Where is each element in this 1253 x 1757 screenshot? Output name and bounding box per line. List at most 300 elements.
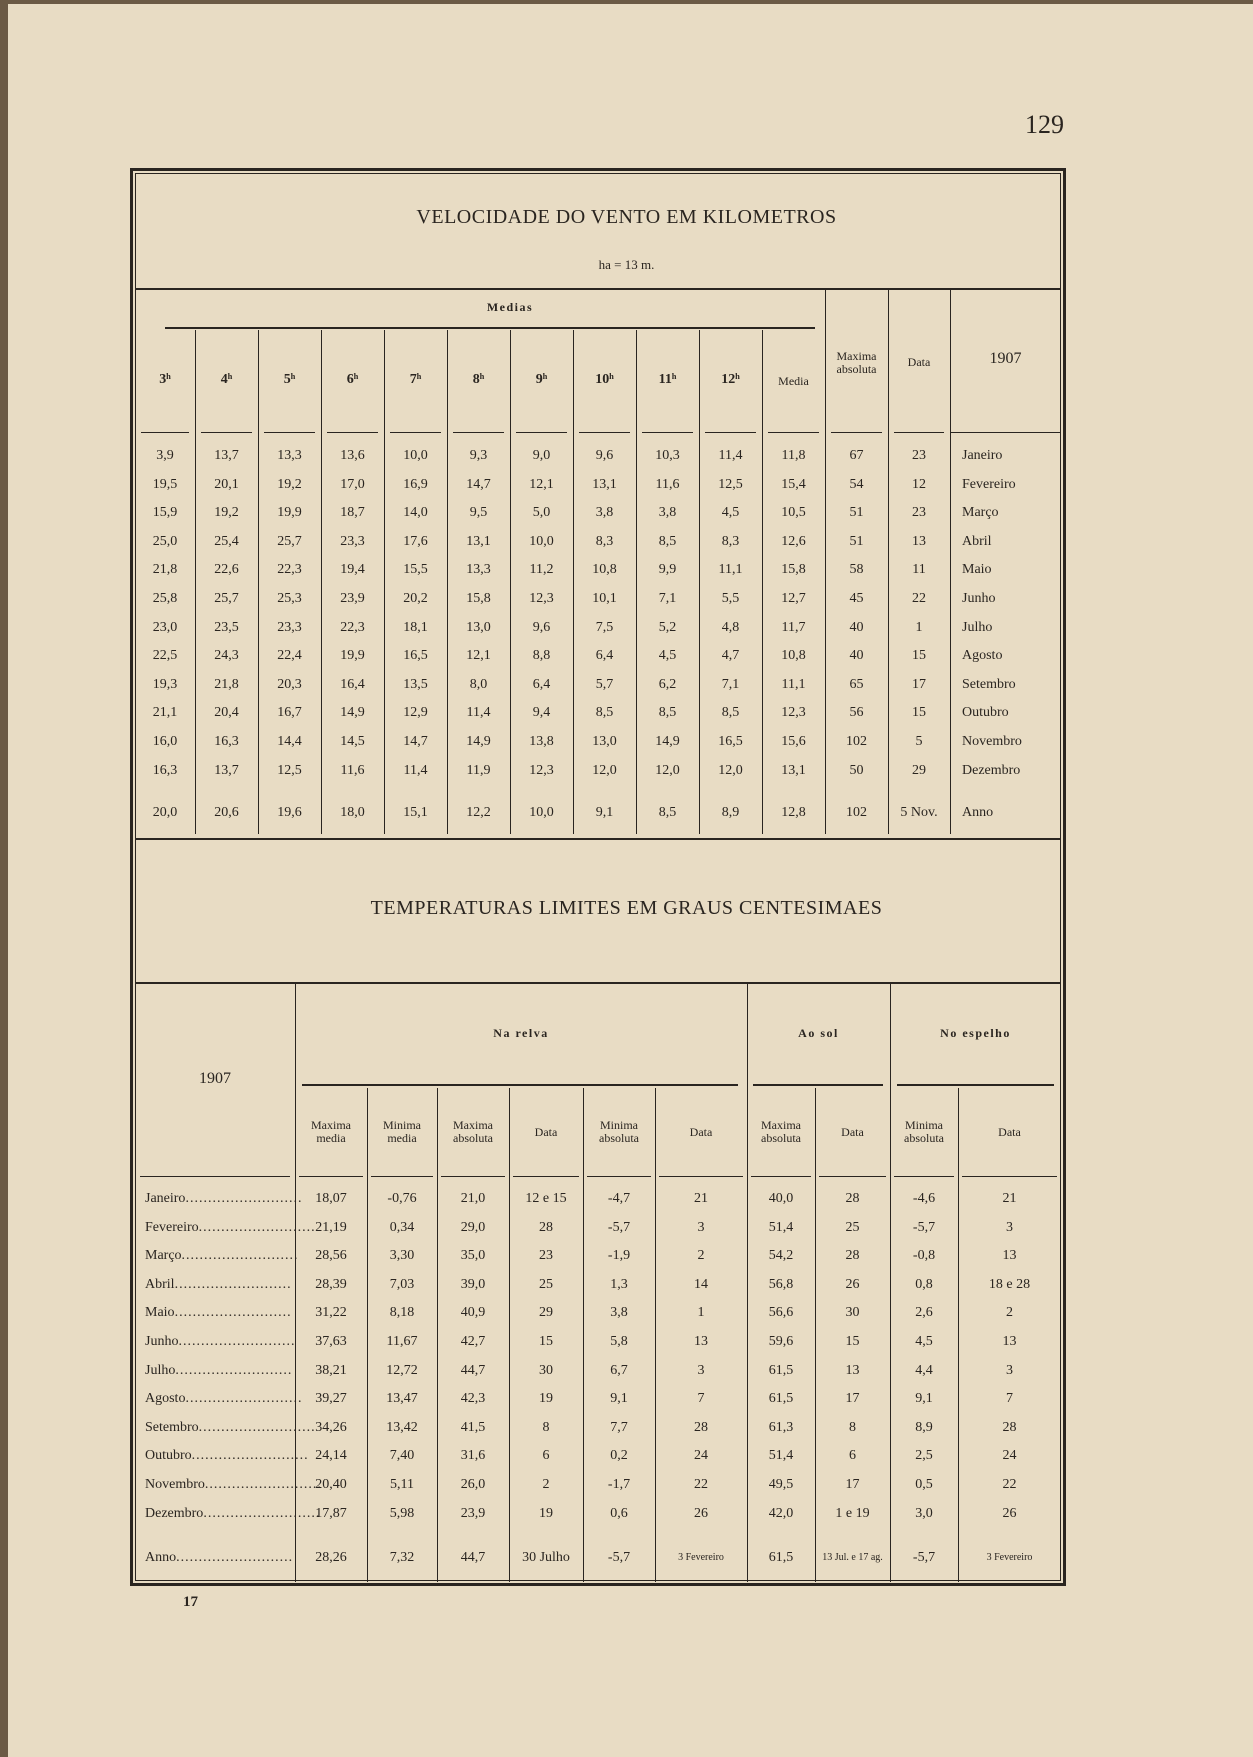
wind-month-label: Setembro	[962, 676, 1016, 692]
wind-cell: 10,8	[781, 648, 806, 664]
temp-cell: 8,18	[389, 1305, 415, 1321]
temp-cell: 38,21	[315, 1362, 347, 1378]
temp-year-header: 1907	[199, 1070, 231, 1087]
wind-cell: 14,9	[340, 705, 365, 721]
wind-cell: 22,3	[277, 562, 302, 578]
temp-month-label: Agosto..........................	[145, 1391, 303, 1407]
temp-header-underline	[371, 1176, 433, 1177]
wind-cell: 9,9	[658, 562, 677, 578]
wind-cell: 14,7	[403, 734, 428, 749]
temp-cell: 28,56	[315, 1248, 347, 1264]
temp-cell: 21	[1002, 1191, 1017, 1206]
wind-total-cell: 8,5	[658, 805, 677, 820]
temp-cell: 24	[1002, 1448, 1017, 1464]
wind-cell: 10,1	[592, 591, 617, 606]
temp-cell: 28,39	[315, 1276, 347, 1292]
temp-group-sol: Ao sol	[798, 1026, 839, 1040]
wind-cell: 4,7	[721, 648, 740, 664]
temp-month-label: Novembro..........................	[145, 1477, 322, 1492]
wind-cell: 12,5	[718, 476, 743, 492]
wind-cell: 15	[912, 705, 926, 721]
wind-cell: 13,1	[781, 762, 806, 778]
wind-column-rule	[510, 330, 511, 834]
wind-cell: 5,2	[658, 619, 677, 635]
wind-cell: 13,3	[466, 562, 491, 578]
temp-cell: 54,2	[768, 1248, 794, 1264]
dot-leader: ..........................	[203, 1505, 321, 1521]
wind-cell: 9,0	[532, 448, 551, 463]
wind-cell: 20,4	[214, 705, 239, 721]
wind-cell: 12,1	[466, 648, 491, 664]
wind-cell: 12,7	[781, 591, 806, 606]
temp-cell: 49,5	[768, 1477, 794, 1492]
wind-cell: 7,1	[658, 591, 677, 606]
wind-hour-header: 10ʰ	[595, 372, 614, 387]
wind-cell: 51	[849, 505, 864, 521]
wind-hour-header: 5ʰ	[283, 372, 296, 387]
temp-cell: 0,8	[915, 1276, 933, 1292]
temp-cell: 5,11	[390, 1477, 414, 1492]
wind-cell: 11,6	[655, 476, 680, 492]
wind-cell: 3,8	[658, 505, 677, 521]
wind-cell: 10,8	[592, 562, 617, 578]
wind-cell: 4,5	[658, 648, 677, 664]
wind-month-label: Abril	[962, 533, 992, 549]
wind-cell: 67	[849, 448, 864, 463]
temp-group-relva: Na relva	[493, 1026, 549, 1040]
temp-cell: 56,8	[768, 1276, 794, 1292]
wind-total-cell: 15,1	[403, 805, 428, 820]
temp-cell: 25	[845, 1219, 860, 1235]
dot-leader: ..........................	[175, 1362, 293, 1378]
temp-cell: 7,7	[610, 1419, 628, 1435]
wind-hour-header: 12ʰ	[721, 372, 740, 387]
temp-cell: 3,8	[610, 1305, 628, 1321]
wind-cell: 8,5	[721, 705, 740, 721]
wind-cell: 6,2	[658, 676, 677, 692]
temp-group-espelho: No espelho	[940, 1026, 1011, 1040]
temp-cell: -1,9	[607, 1248, 631, 1264]
page-top-edge	[0, 0, 1253, 4]
temp-cell: 41,5	[460, 1419, 486, 1435]
temp-cell: 22	[1002, 1477, 1017, 1492]
temp-total-cell: 61,5	[768, 1550, 794, 1565]
wind-cell: 3,8	[595, 505, 614, 521]
wind-cell: 22,5	[152, 648, 178, 664]
wind-cell: 8,3	[595, 533, 614, 549]
temp-cell: 23	[539, 1248, 553, 1264]
wind-cell: 22,4	[277, 648, 302, 664]
temp-month-label: Dezembro..........................	[145, 1505, 321, 1521]
wind-cell: 14,5	[340, 734, 365, 749]
wind-cell: 5,5	[721, 591, 740, 606]
wind-cell: 13,6	[340, 448, 365, 463]
wind-header-underline	[894, 432, 944, 433]
dot-leader: ..........................	[185, 1391, 303, 1407]
temp-cell: 12,72	[386, 1362, 418, 1378]
wind-cell: 51	[849, 533, 864, 549]
wind-total-cell: 5 Nov.	[900, 805, 938, 820]
wind-cell: 11,7	[781, 619, 806, 635]
wind-cell: 13,0	[466, 619, 491, 635]
wind-total-cell: 10,0	[529, 805, 554, 820]
wind-subtitle: ha = 13 m.	[598, 257, 655, 272]
wind-cell: 18,7	[340, 505, 365, 521]
temp-cell: 56,6	[768, 1305, 794, 1321]
wind-cell: 40	[849, 648, 864, 664]
temp-cell: 0,5	[915, 1477, 933, 1492]
temp-cell: 15	[539, 1334, 553, 1349]
wind-cell: 17,6	[403, 533, 428, 549]
wind-cell: 10,3	[655, 448, 680, 463]
wind-cell: 15,4	[781, 476, 806, 492]
dot-leader: ..........................	[174, 1276, 292, 1292]
temp-cell: 8,9	[915, 1419, 933, 1435]
wind-month-label: Novembro	[962, 734, 1022, 749]
wind-title: VELOCIDADE DO VENTO EM KILOMETROS	[416, 206, 837, 228]
temp-cell: 28	[845, 1248, 860, 1264]
temp-total-cell: -5,7	[912, 1550, 936, 1565]
wind-cell: 19,9	[340, 648, 365, 664]
wind-cell: 12,0	[655, 762, 680, 778]
dot-leader: ..........................	[191, 1448, 309, 1464]
temp-header-underline	[659, 1176, 743, 1177]
wind-cell: 25,0	[152, 533, 178, 549]
temp-cell: 37,63	[315, 1334, 347, 1349]
temp-cell: 3	[1006, 1219, 1013, 1235]
wind-cell: 21,8	[152, 562, 178, 578]
wind-cell: 5,7	[595, 676, 614, 692]
temp-col-header: Data	[841, 1125, 864, 1139]
temp-cell: 2	[542, 1477, 550, 1492]
temp-cell: 0,2	[610, 1448, 628, 1464]
wind-total-cell: 20,0	[152, 805, 178, 820]
temp-header-underline	[962, 1176, 1057, 1177]
wind-year-header: 1907	[989, 350, 1022, 367]
wind-cell: 21,8	[214, 676, 239, 692]
temp-total-cell: 44,7	[460, 1550, 486, 1565]
temp-header-underline	[299, 1176, 363, 1177]
temp-cell: 26	[845, 1276, 860, 1292]
wind-media-header: Media	[778, 374, 809, 388]
wind-cell: 23,5	[214, 619, 239, 635]
wind-cell: 13	[912, 533, 926, 549]
temp-cell: 13	[845, 1362, 860, 1378]
temp-cell: 19	[539, 1505, 553, 1521]
wind-total-cell: 19,6	[277, 805, 302, 820]
temp-cell: 3,30	[389, 1248, 415, 1264]
temp-cell: 61,3	[768, 1419, 794, 1435]
wind-total-cell: 20,6	[214, 805, 239, 820]
wind-cell: 16,7	[277, 705, 302, 721]
wind-month-label: Agosto	[962, 648, 1003, 664]
temp-col-header: Maxima absoluta	[453, 1118, 493, 1145]
wind-column-rule	[762, 330, 763, 834]
wind-cell: 12,6	[781, 533, 806, 549]
temp-col-header: Data	[689, 1125, 713, 1139]
wind-hour-header: 9ʰ	[535, 372, 548, 387]
wind-cell: 22,3	[340, 619, 365, 635]
wind-cell: 7,1	[721, 676, 740, 692]
temp-cell: 29,0	[460, 1219, 486, 1235]
temp-cell: 31,6	[460, 1448, 486, 1464]
wind-cell: 20,1	[214, 476, 239, 492]
wind-header-underline	[705, 432, 756, 433]
dot-leader: ..........................	[198, 1419, 316, 1435]
wind-cell: 11,6	[340, 762, 365, 778]
wind-cell: 11,2	[529, 562, 554, 578]
temp-cell: -5,7	[912, 1219, 936, 1235]
temp-header-underline	[140, 1176, 290, 1177]
temp-cell: 1	[697, 1305, 705, 1321]
wind-cell: 25,7	[214, 591, 239, 606]
wind-cell: 16,0	[152, 734, 178, 749]
wind-cell: 23,3	[277, 619, 302, 635]
wind-max-header: Maxima absoluta	[836, 349, 877, 376]
temp-cell: 15	[845, 1334, 860, 1349]
temp-month-label: Setembro..........................	[145, 1419, 316, 1435]
wind-cell: 9,4	[532, 705, 551, 721]
wind-cell: 16,4	[340, 676, 365, 692]
temp-header-underline	[819, 1176, 886, 1177]
temp-cell: 11,67	[386, 1334, 418, 1349]
wind-cell: 5,0	[532, 505, 551, 521]
dot-leader: ..........................	[174, 1305, 292, 1321]
temp-header-underline	[441, 1176, 505, 1177]
wind-header-underline	[831, 432, 882, 433]
wind-cell: 29	[912, 762, 926, 778]
temp-cell: 13,42	[386, 1419, 418, 1435]
temp-cell: -4,7	[607, 1191, 631, 1206]
temp-cell: 39,0	[460, 1276, 486, 1292]
temp-col-header: Minima absoluta	[599, 1118, 639, 1145]
wind-cell: 19,5	[152, 476, 178, 492]
temp-cell: -0,8	[912, 1248, 936, 1264]
wind-column-rule	[573, 330, 574, 834]
wind-group-brace	[165, 327, 815, 329]
temp-cell: 28	[845, 1191, 860, 1206]
wind-cell: 1	[915, 619, 923, 635]
wind-data-header: Data	[907, 355, 931, 369]
wind-header-underline	[264, 432, 315, 433]
wind-cell: 8,3	[721, 533, 740, 549]
wind-cell: 18,1	[403, 619, 428, 635]
wind-cell: 12,3	[781, 705, 806, 721]
temp-header-underline	[751, 1176, 811, 1177]
temp-cell: 44,7	[460, 1362, 486, 1378]
temp-cell: 12 e 15	[525, 1191, 567, 1206]
wind-cell: 12,1	[529, 476, 554, 492]
temp-cell: 9,1	[610, 1391, 628, 1407]
wind-cell: 25,7	[277, 533, 302, 549]
temp-cell: 8	[542, 1419, 550, 1435]
temp-cell: 26,0	[460, 1477, 486, 1492]
wind-cell: 10,0	[403, 448, 428, 463]
temp-cell: 59,6	[768, 1334, 794, 1349]
wind-cell: 3,9	[156, 448, 174, 463]
wind-cell: 5	[915, 734, 923, 749]
temp-cell: 13,47	[386, 1391, 418, 1407]
temp-brace-espelho	[897, 1084, 1054, 1086]
wind-total-cell: 102	[846, 805, 867, 820]
wind-header-underline	[768, 432, 819, 433]
temp-cell: 23,9	[460, 1505, 486, 1521]
wind-cell: 25,8	[152, 591, 178, 606]
temp-cell: 4,4	[915, 1362, 933, 1378]
temp-cell: 22	[694, 1477, 708, 1492]
temp-cell: 25	[539, 1276, 553, 1292]
temp-col-header: Data	[998, 1125, 1021, 1139]
wind-cell: 6,4	[595, 648, 614, 664]
temp-cell: 21,0	[460, 1191, 486, 1206]
temp-cell: 7	[697, 1391, 705, 1407]
wind-hour-header: 7ʰ	[409, 372, 422, 387]
wind-cell: 14,9	[655, 734, 680, 749]
wind-header-underline	[201, 432, 252, 433]
temp-total-label: Anno..........................	[145, 1550, 294, 1565]
wind-header-underline	[579, 432, 630, 433]
wind-cell: 13,8	[529, 734, 554, 749]
temp-cell: 34,26	[315, 1419, 347, 1435]
temp-cell: 30	[539, 1362, 553, 1378]
temp-cell: 6	[849, 1448, 856, 1464]
wind-month-label: Maio	[962, 562, 992, 578]
wind-cell: 11,8	[781, 448, 806, 463]
temp-cell: 5,98	[389, 1505, 415, 1521]
temp-total-cell: 30 Julho	[522, 1550, 570, 1565]
wind-cell: 25,4	[214, 533, 239, 549]
wind-header-underline	[327, 432, 378, 433]
temp-cell: 24,14	[315, 1448, 347, 1464]
wind-cell: 19,9	[277, 505, 302, 521]
page-number: 129	[1025, 110, 1064, 139]
wind-cell: 12,0	[718, 762, 743, 778]
temp-brace-relva	[302, 1084, 738, 1086]
wind-header-underline	[642, 432, 693, 433]
wind-cell: 13,7	[214, 762, 239, 778]
temp-header-underline	[513, 1176, 579, 1177]
temp-total-cell: 28,26	[315, 1550, 347, 1565]
wind-column-rule	[258, 330, 259, 834]
temp-header-underline	[587, 1176, 651, 1177]
wind-cell: 14,4	[277, 734, 302, 749]
temp-cell: 39,27	[315, 1391, 347, 1407]
dot-leader: ..........................	[204, 1477, 322, 1492]
wind-cell: 14,9	[466, 734, 491, 749]
temp-cell: 30	[845, 1305, 860, 1321]
wind-bottom-rule	[135, 838, 1061, 840]
wind-cell: 10,0	[529, 533, 554, 549]
temp-cell: 26	[694, 1505, 708, 1521]
wind-cell: 21,1	[152, 705, 178, 721]
temp-total-cell: 7,32	[389, 1550, 415, 1565]
wind-cell: 102	[846, 734, 867, 749]
temp-cell: 7,40	[389, 1448, 415, 1464]
wind-column-rule	[636, 330, 637, 834]
temp-cell: 61,5	[768, 1391, 794, 1407]
wind-cell: 20,2	[403, 591, 428, 606]
wind-hour-header: 4ʰ	[220, 372, 233, 387]
wind-cell: 13,7	[214, 448, 239, 463]
wind-cell: 11,9	[466, 762, 491, 778]
temp-cell: 17,87	[315, 1505, 347, 1521]
temp-cell: 21	[694, 1191, 708, 1206]
temp-total-cell: 13 Jul. e 17 ag.	[822, 1552, 883, 1563]
wind-cell: 12,9	[403, 705, 428, 721]
temp-cell: 18,07	[315, 1191, 347, 1206]
temp-cell: 6	[542, 1448, 550, 1464]
wind-cell: 23,9	[340, 591, 365, 606]
wind-cell: 16,3	[214, 734, 239, 749]
temp-title: TEMPERATURAS LIMITES EM GRAUS CENTESIMAES	[370, 897, 883, 919]
temp-cell: 51,4	[768, 1219, 794, 1235]
wind-cell: 15,5	[403, 562, 428, 578]
wind-cell: 17,0	[340, 476, 365, 492]
temp-col-header: Minima absoluta	[904, 1118, 944, 1145]
wind-month-label: Dezembro	[962, 762, 1021, 778]
wind-hour-header: 6ʰ	[346, 372, 359, 387]
temp-cell: 6,7	[610, 1362, 628, 1378]
temp-cell: -0,76	[387, 1191, 417, 1206]
wind-header-underline	[516, 432, 567, 433]
temp-cell: 0,34	[389, 1219, 415, 1235]
wind-cell: 9,6	[595, 448, 614, 463]
wind-header-underline	[453, 432, 504, 433]
temp-cell: 1,3	[610, 1276, 628, 1292]
wind-cell: 16,5	[403, 648, 428, 664]
temp-cell: 31,22	[315, 1305, 347, 1321]
wind-month-label: Julho	[962, 619, 993, 635]
wind-total-label: Anno	[962, 805, 994, 820]
wind-total-cell: 12,2	[466, 805, 491, 820]
wind-cell: 15,6	[781, 734, 806, 749]
wind-cell: 17	[912, 676, 926, 692]
wind-cell: 13,1	[466, 533, 491, 549]
wind-column-rule	[950, 290, 951, 834]
temp-cell: 1 e 19	[835, 1505, 870, 1521]
wind-cell: 12,3	[529, 762, 554, 778]
wind-cell: 7,5	[595, 619, 614, 635]
temp-cell: -4,6	[912, 1191, 936, 1206]
temp-cell: 0,6	[610, 1505, 628, 1521]
wind-cell: 8,5	[658, 533, 677, 549]
wind-month-label: Junho	[962, 591, 996, 606]
temp-month-label: Março..........................	[145, 1248, 299, 1264]
wind-cell: 14,7	[466, 476, 491, 492]
temp-cell: 7	[1006, 1391, 1013, 1407]
temp-month-label: Fevereiro..........................	[145, 1219, 316, 1235]
wind-cell: 11	[912, 562, 926, 578]
wind-month-label: Fevereiro	[962, 476, 1016, 492]
wind-hour-header: 3ʰ	[159, 372, 171, 387]
temp-cell: 2	[1006, 1305, 1013, 1321]
wind-month-label: Março	[962, 505, 999, 521]
temp-month-label: Janeiro..........................	[145, 1191, 303, 1206]
wind-cell: 23	[912, 448, 926, 463]
wind-column-rule	[384, 330, 385, 834]
dot-leader: ..........................	[181, 1248, 299, 1264]
temp-cell: 5,8	[610, 1334, 628, 1349]
wind-cell: 6,4	[532, 676, 551, 692]
wind-cell: 9,5	[469, 505, 488, 521]
temp-col-header: Maxima media	[311, 1118, 351, 1145]
wind-cell: 13,3	[277, 448, 302, 463]
temp-cell: 13	[694, 1334, 708, 1349]
temp-cell: 3	[1006, 1362, 1013, 1378]
dot-leader: ..........................	[198, 1219, 316, 1235]
temp-header-underline	[894, 1176, 954, 1177]
temp-cell: 51,4	[768, 1448, 794, 1464]
